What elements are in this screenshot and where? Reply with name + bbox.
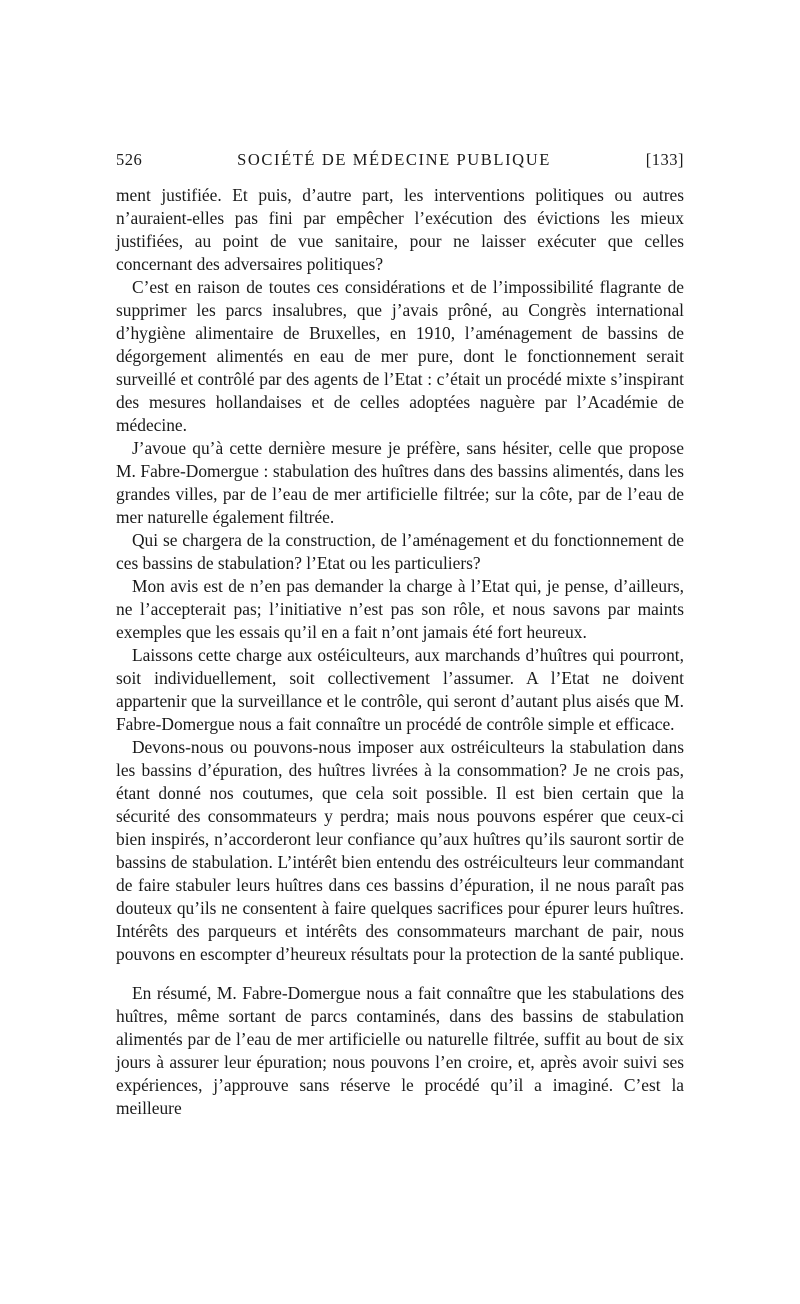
paragraph: Qui se chargera de la construction, de l’aménagement et du fonctionnement de ces bassins de stabulation? l’Etat ou les particuliers? xyxy=(116,530,684,573)
page-number: 526 xyxy=(116,150,143,169)
paragraph: Laissons cette charge aux ostéiculteurs, aux marchands d’huîtres qui pourront, soit individuellement, soit collectivement l’assumer. A l’Etat ne doivent appartenir que la surveillance et le contrôle, qui seront d’autant plus aisés que M. Fabre-Domergue nous a fait connaître un procédé de contrôle simple et efficace. xyxy=(116,645,684,734)
paragraph: En résumé, M. Fabre-Domergue nous a fait connaître que les stabulations des huîtres, même sortant de parcs contaminés, dans des bassins de stabulation alimentés par de l’eau de mer artificielle ou naturelle filtrée, suffit au bout de six jours à assurer leur épuration; nous pouvons l’en croire, et, après avoir suivi ses expériences, j’approuve sans réserve le procédé qu’il a imaginé. C’est la meilleure xyxy=(116,983,684,1118)
section-marker: [133] xyxy=(645,150,684,169)
paragraph: C’est en raison de toutes ces considérations et de l’impossibilité flagrante de supprimer les parcs insalubres, que j’avais prôné, au Congrès international d’hygiène alimentaire de Bruxelles, en 1910, l’aménagement de bassins de dégorgement alimentés en eau de mer pure, dont le fonctionnement serait surveillé et contrôlé par des agents de l’Etat : c’était un procédé mixte s’inspirant des mesures hollandaises et de celles adoptées naguère par l’Académie de médecine. xyxy=(116,277,684,435)
paragraph: ment justifiée. Et puis, d’autre part, les interventions politiques ou autres n’auraient-elles pas fini par empêcher l’exécution des évictions les mieux justifiées, au point de vue sanitaire, pour ne laisser exécuter que celles concernant des adversaires politiques? xyxy=(116,185,684,274)
body-text xyxy=(116,184,684,1120)
paragraph: Devons-nous ou pouvons-nous imposer aux ostréiculteurs la stabulation dans les bassins d’épuration, des huîtres livrées à la consommation? Je ne crois pas, étant donné nos coutumes, que cela soit possible. Il est bien certain que la sécurité des consommateurs y perdra; mais nous pouvons espérer que ceux-ci bien inspirés, n’accorderont leur confiance qu’aux huîtres qu’ils sauront sortir de bassins de stabulation. L’intérêt bien entendu des ostréiculteurs leur commandant de faire stabuler leurs huîtres dans ces bassins d’épuration, il ne nous paraît pas douteux qu’ils ne consentent à faire quelques sacrifices pour épurer leurs huîtres. Intérêts des parqueurs et intérêts des consommateurs marchant de pair, nous pouvons en escompter d’heureux résultats pour la protection de la santé publique. xyxy=(116,737,684,964)
running-header xyxy=(116,150,684,170)
running-title: SOCIÉTÉ DE MÉDECINE PUBLIQUE xyxy=(237,150,551,169)
paragraph: Mon avis est de n’en pas demander la charge à l’Etat qui, je pense, d’ailleurs, ne l’accepterait pas; l’initiative n’est pas son rôle, et nous savons par maints exemples que les essais qu’il en a fait n’ont jamais été fort heureux. xyxy=(116,576,684,642)
book-page xyxy=(116,150,684,1120)
paragraph: J’avoue qu’à cette dernière mesure je préfère, sans hésiter, celle que propose M. Fabre-Domergue : stabulation des huîtres dans des bassins alimentés, dans les grandes villes, par de l’eau de mer artificielle filtrée; sur la côte, par de l’eau de mer naturelle également filtrée. xyxy=(116,438,684,527)
